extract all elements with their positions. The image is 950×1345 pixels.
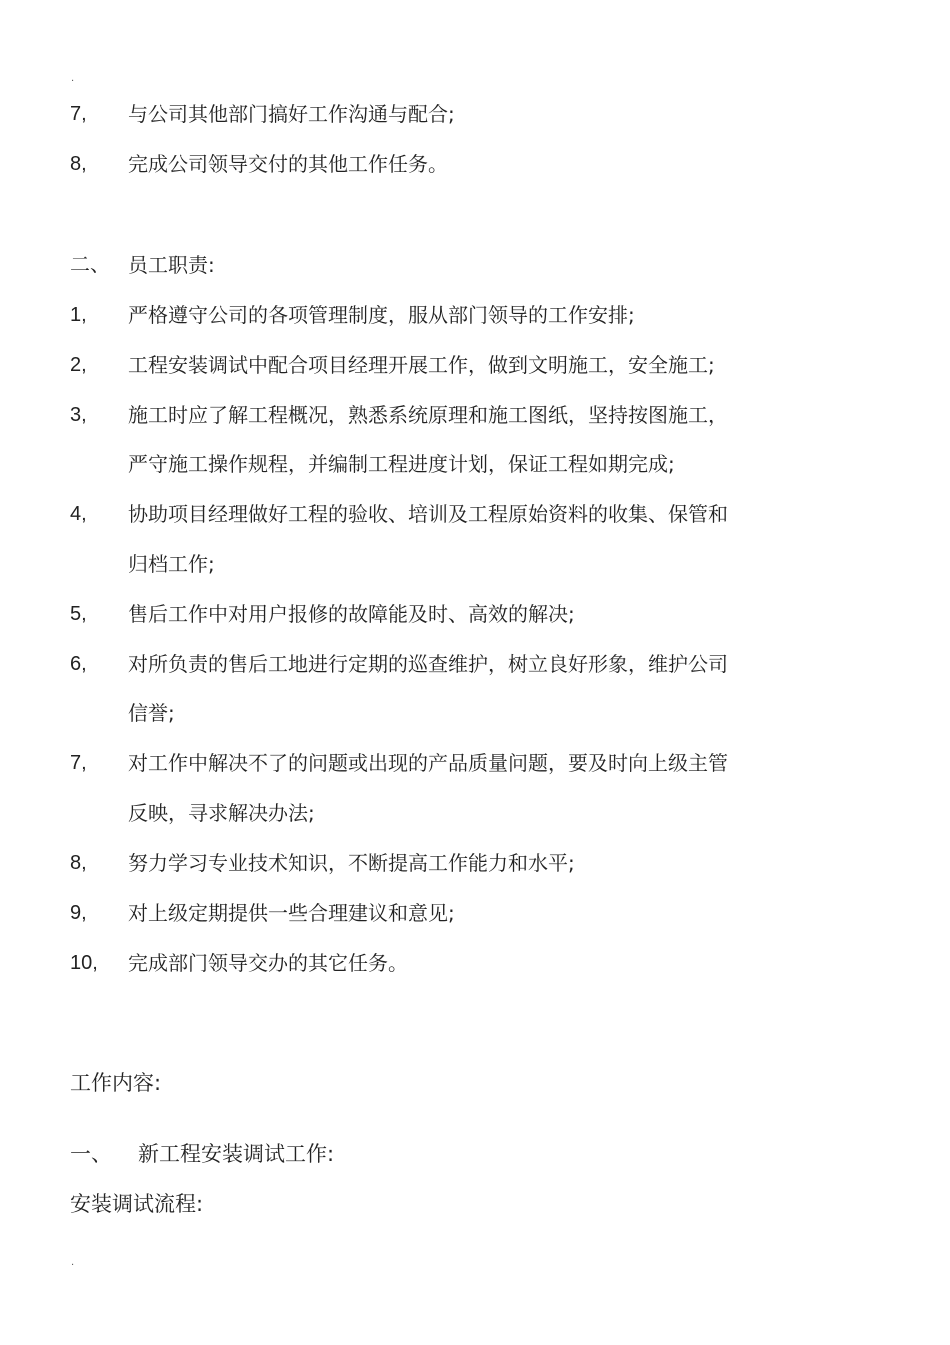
- subsection-title: 新工程安装调试工作:: [138, 1142, 335, 1166]
- item-text: 施工时应了解工程概况，熟悉系统原理和施工图纸，坚持按图施工，: [128, 403, 728, 427]
- item-text: 对工作中解决不了的问题或出现的产品质量问题，要及时向上级主管: [128, 751, 728, 775]
- section-title: 员工职责:: [128, 253, 215, 277]
- top-page-marker: .: [71, 73, 75, 84]
- item-text: 完成部门领导交办的其它任务。: [128, 951, 408, 975]
- item-text: 工程安装调试中配合项目经理开展工作，做到文明施工，安全施工;: [128, 353, 715, 377]
- item-text-continuation: 归档工作;: [128, 552, 215, 576]
- item-text: 完成公司领导交付的其他工作任务。: [128, 152, 448, 176]
- item-number: 10,: [70, 952, 98, 974]
- item-number: 7,: [70, 103, 87, 125]
- item-text-continuation: 信誉;: [128, 701, 175, 725]
- flow-title: 安装调试流程:: [70, 1192, 204, 1216]
- section-number: 二、: [70, 254, 110, 276]
- bottom-page-marker: .: [71, 1257, 75, 1268]
- item-text: 与公司其他部门搞好工作沟通与配合;: [128, 102, 455, 126]
- item-number: 8,: [70, 153, 87, 175]
- item-text: 售后工作中对用户报修的故障能及时、高效的解决;: [128, 602, 575, 626]
- item-number: 8,: [70, 852, 87, 874]
- item-text: 对所负责的售后工地进行定期的巡查维护，树立良好形象，维护公司: [128, 652, 728, 676]
- item-text: 对上级定期提供一些合理建议和意见;: [128, 901, 455, 925]
- item-text: 协助项目经理做好工程的验收、培训及工程原始资料的收集、保管和: [128, 502, 728, 526]
- item-text: 严格遵守公司的各项管理制度，服从部门领导的工作安排;: [128, 303, 635, 327]
- item-number: 2,: [70, 354, 87, 376]
- item-number: 7,: [70, 752, 87, 774]
- work-content-title: 工作内容:: [70, 1071, 162, 1095]
- item-text-continuation: 严守施工操作规程，并编制工程进度计划，保证工程如期完成;: [128, 452, 675, 476]
- item-number: 6,: [70, 653, 87, 675]
- item-number: 3,: [70, 404, 87, 426]
- item-number: 5,: [70, 603, 87, 625]
- item-number: 1,: [70, 304, 87, 326]
- item-number: 4,: [70, 503, 87, 525]
- item-text: 努力学习专业技术知识，不断提高工作能力和水平;: [128, 851, 575, 875]
- subsection-number: 一、: [70, 1142, 112, 1166]
- item-number: 9,: [70, 902, 87, 924]
- item-text-continuation: 反映，寻求解决办法;: [128, 801, 315, 825]
